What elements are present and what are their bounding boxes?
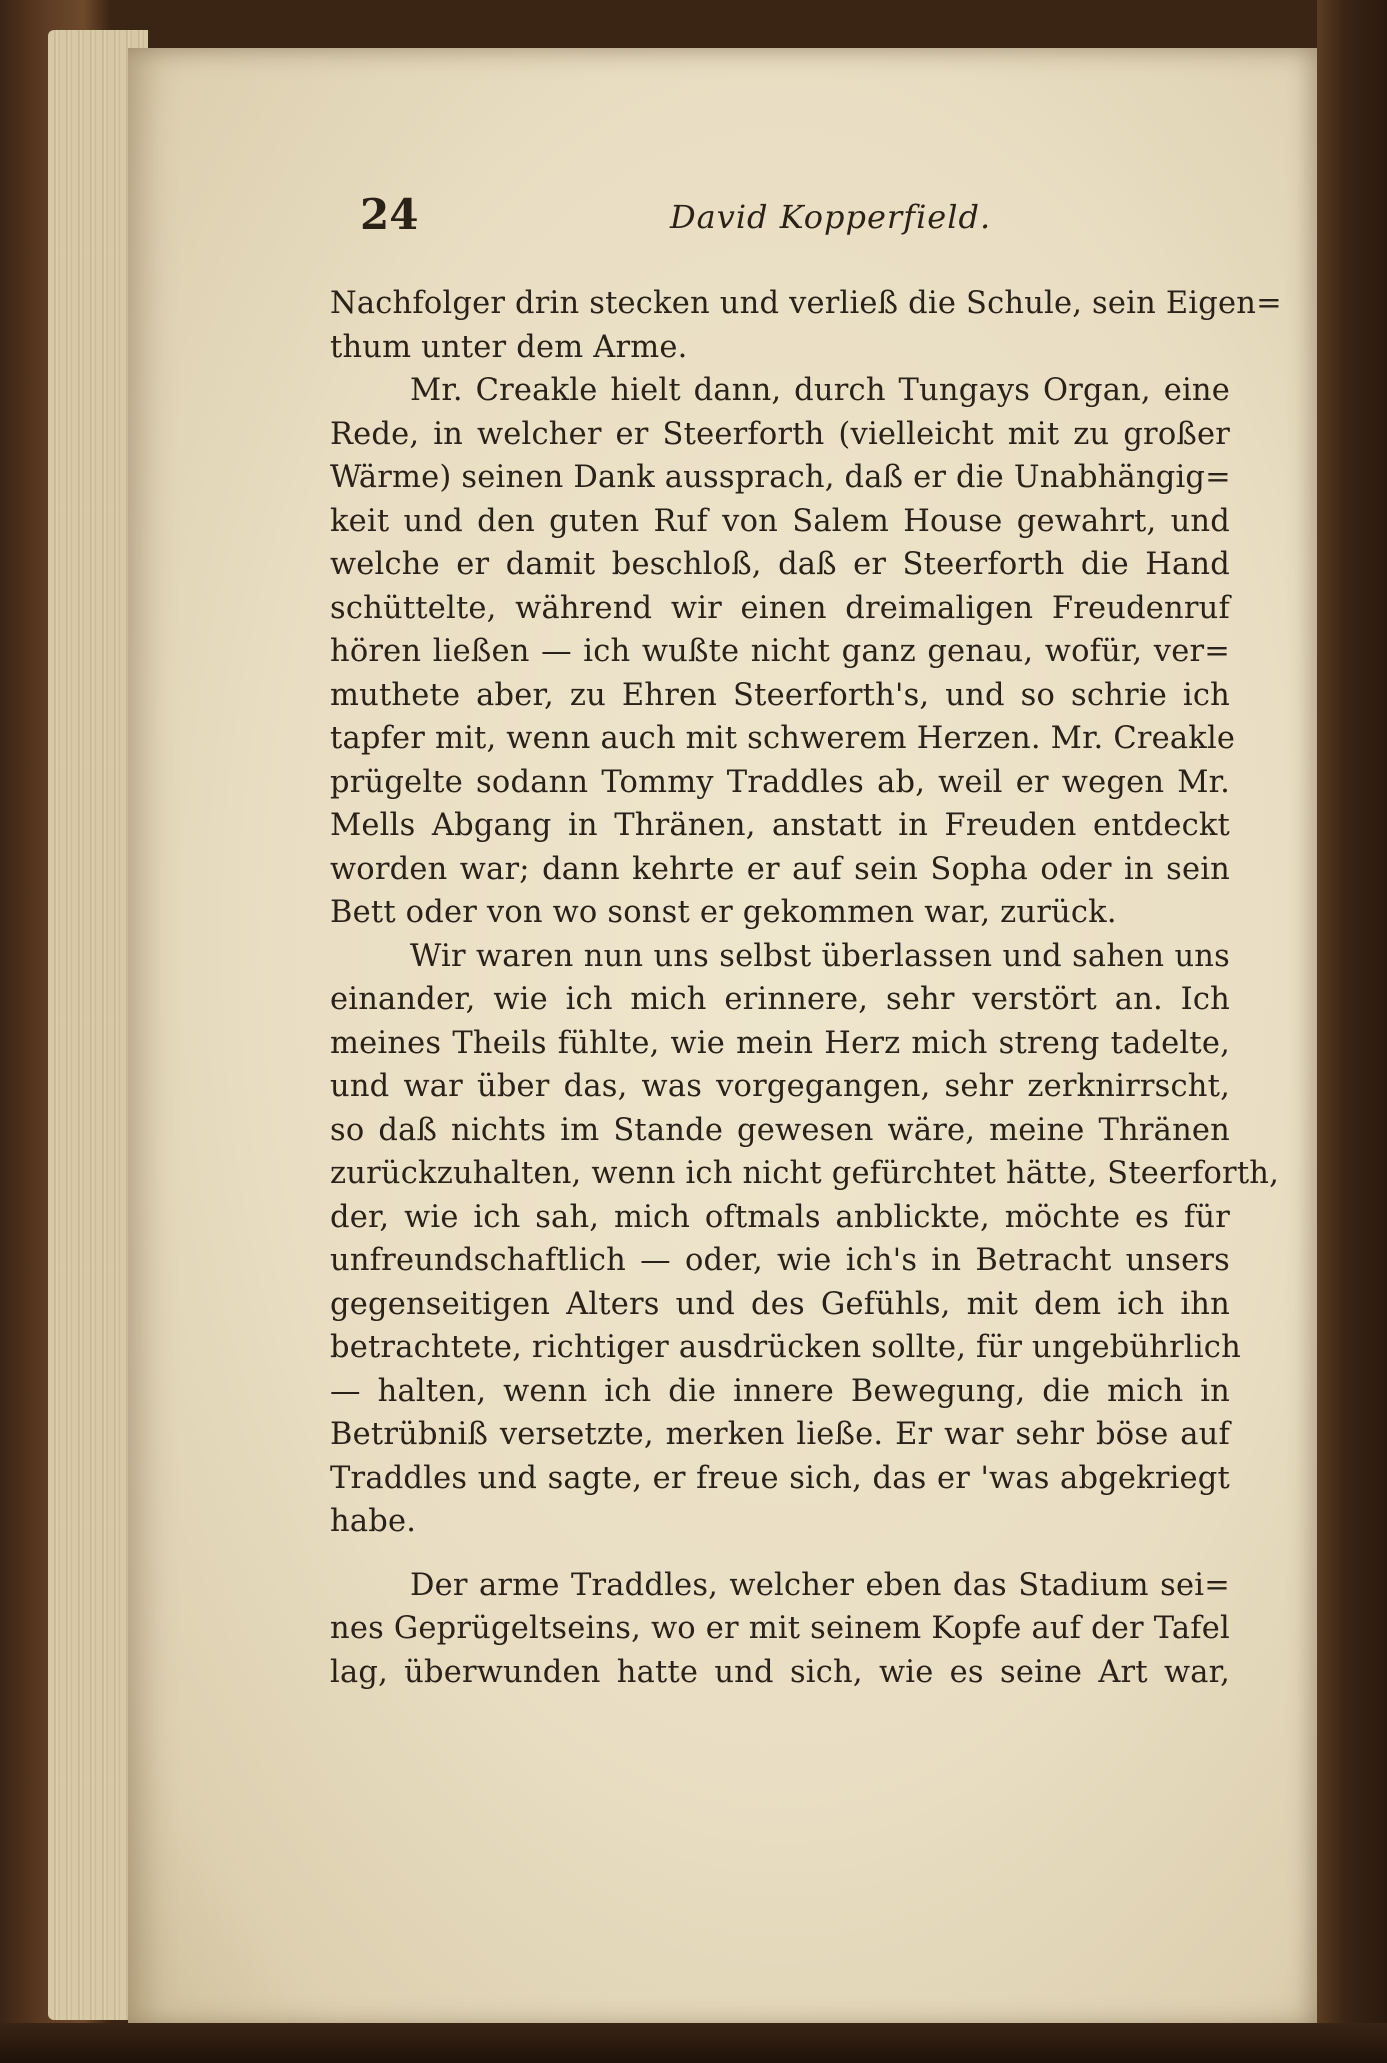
text-line: Traddles und sagte, er freue sich, das er 'was abgekriegt [330,1460,1230,1496]
text-line: hören ließen — ich wußte nicht ganz genau, wofür, ver= [330,634,1230,669]
text-line: unfreundschaftlich — oder, wie ich's in Betracht unsers [330,1243,1230,1278]
paragraph [330,1564,1230,1695]
text-line: habe. [330,1504,417,1539]
text-line: betrachtete, richtiger ausdrücken sollte, für ungebührlich [330,1330,1241,1365]
bottom-edge [0,2023,1387,2063]
text-line: nes Geprügeltseins, wo er mit seinem Kopfe auf der Tafel [330,1611,1230,1646]
text-line: worden war; dann kehrte er auf sein Sopha oder in sein [330,851,1230,887]
text-line: lag, überwunden hatte und sich, wie es seine Art war, [330,1654,1230,1690]
text-line: Wärme) seinen Dank aussprach, daß er die Unabhängig= [330,460,1231,495]
text-line: Der arme Traddles, welcher eben das Stadium sei= [410,1567,1230,1603]
text-line: muthete aber, zu Ehren Steerforth's, und so schrie ich [330,677,1230,713]
text-line: welche er damit beschloß, daß er Steerforth die Hand [330,547,1230,582]
paragraph [330,282,1282,369]
paragraph [330,369,1236,935]
text-line: Nachfolger drin stecken und verließ die Schule, sein Eigen= [330,286,1282,321]
text-line: thum unter dem Arme. [330,329,688,365]
paragraph [330,935,1280,1544]
page-header [360,190,1240,250]
text-line: gegenseitigen Alters und des Gefühls, mit dem ich ihn [330,1286,1230,1322]
text-line: Mr. Creakle hielt dann, durch Tungays Organ, eine [410,373,1230,408]
text-line: meines Theils fühlte, wie mein Herz mich streng tadelte, [330,1025,1230,1061]
text-line: Mells Abgang in Thränen, anstatt in Freuden entdeckt [330,808,1230,843]
text-line: schüttelte, während wir einen dreimaligen Freudenruf [330,590,1230,626]
text-line: keit und den guten Ruf von Salem House gewahrt, und [330,503,1230,539]
text-line: Rede, in welcher er Steerforth (vielleicht mit zu großer [330,416,1230,452]
text-line: — halten, wenn ich die innere Bewegung, die mich in [330,1373,1230,1409]
text-line: Betrübniß versetzte, merken ließe. Er war sehr böse auf [330,1417,1230,1452]
text-line: und war über das, was vorgegangen, sehr zerknirrscht, [330,1069,1230,1104]
text-line: einander, wie ich mich erinnere, sehr verstört an. Ich [330,982,1230,1017]
paragraph-gap [330,1544,1230,1564]
text-line: Bett oder von wo sonst er gekommen war, zurück. [330,895,1117,930]
text-line: der, wie ich sah, mich oftmals anblickte, möchte es für [330,1199,1230,1235]
page-number: 24 [360,190,419,239]
text-line: zurückzuhalten, wenn ich nicht gefürchtet hätte, Steerforth, [330,1156,1280,1191]
text-line: so daß nichts im Stande gewesen wäre, meine Thränen [330,1112,1230,1148]
body-text [330,282,1282,1694]
text-line: prügelte sodann Tommy Traddles ab, weil er wegen Mr. [330,764,1230,800]
text-line: Wir waren nun uns selbst überlassen und sahen uns [410,938,1230,974]
running-title: David Kopperfield. [670,198,992,236]
binding-edge [1317,0,1387,2063]
text-line: tapfer mit, wenn auch mit schwerem Herzen. Mr. Creakle [330,721,1236,756]
